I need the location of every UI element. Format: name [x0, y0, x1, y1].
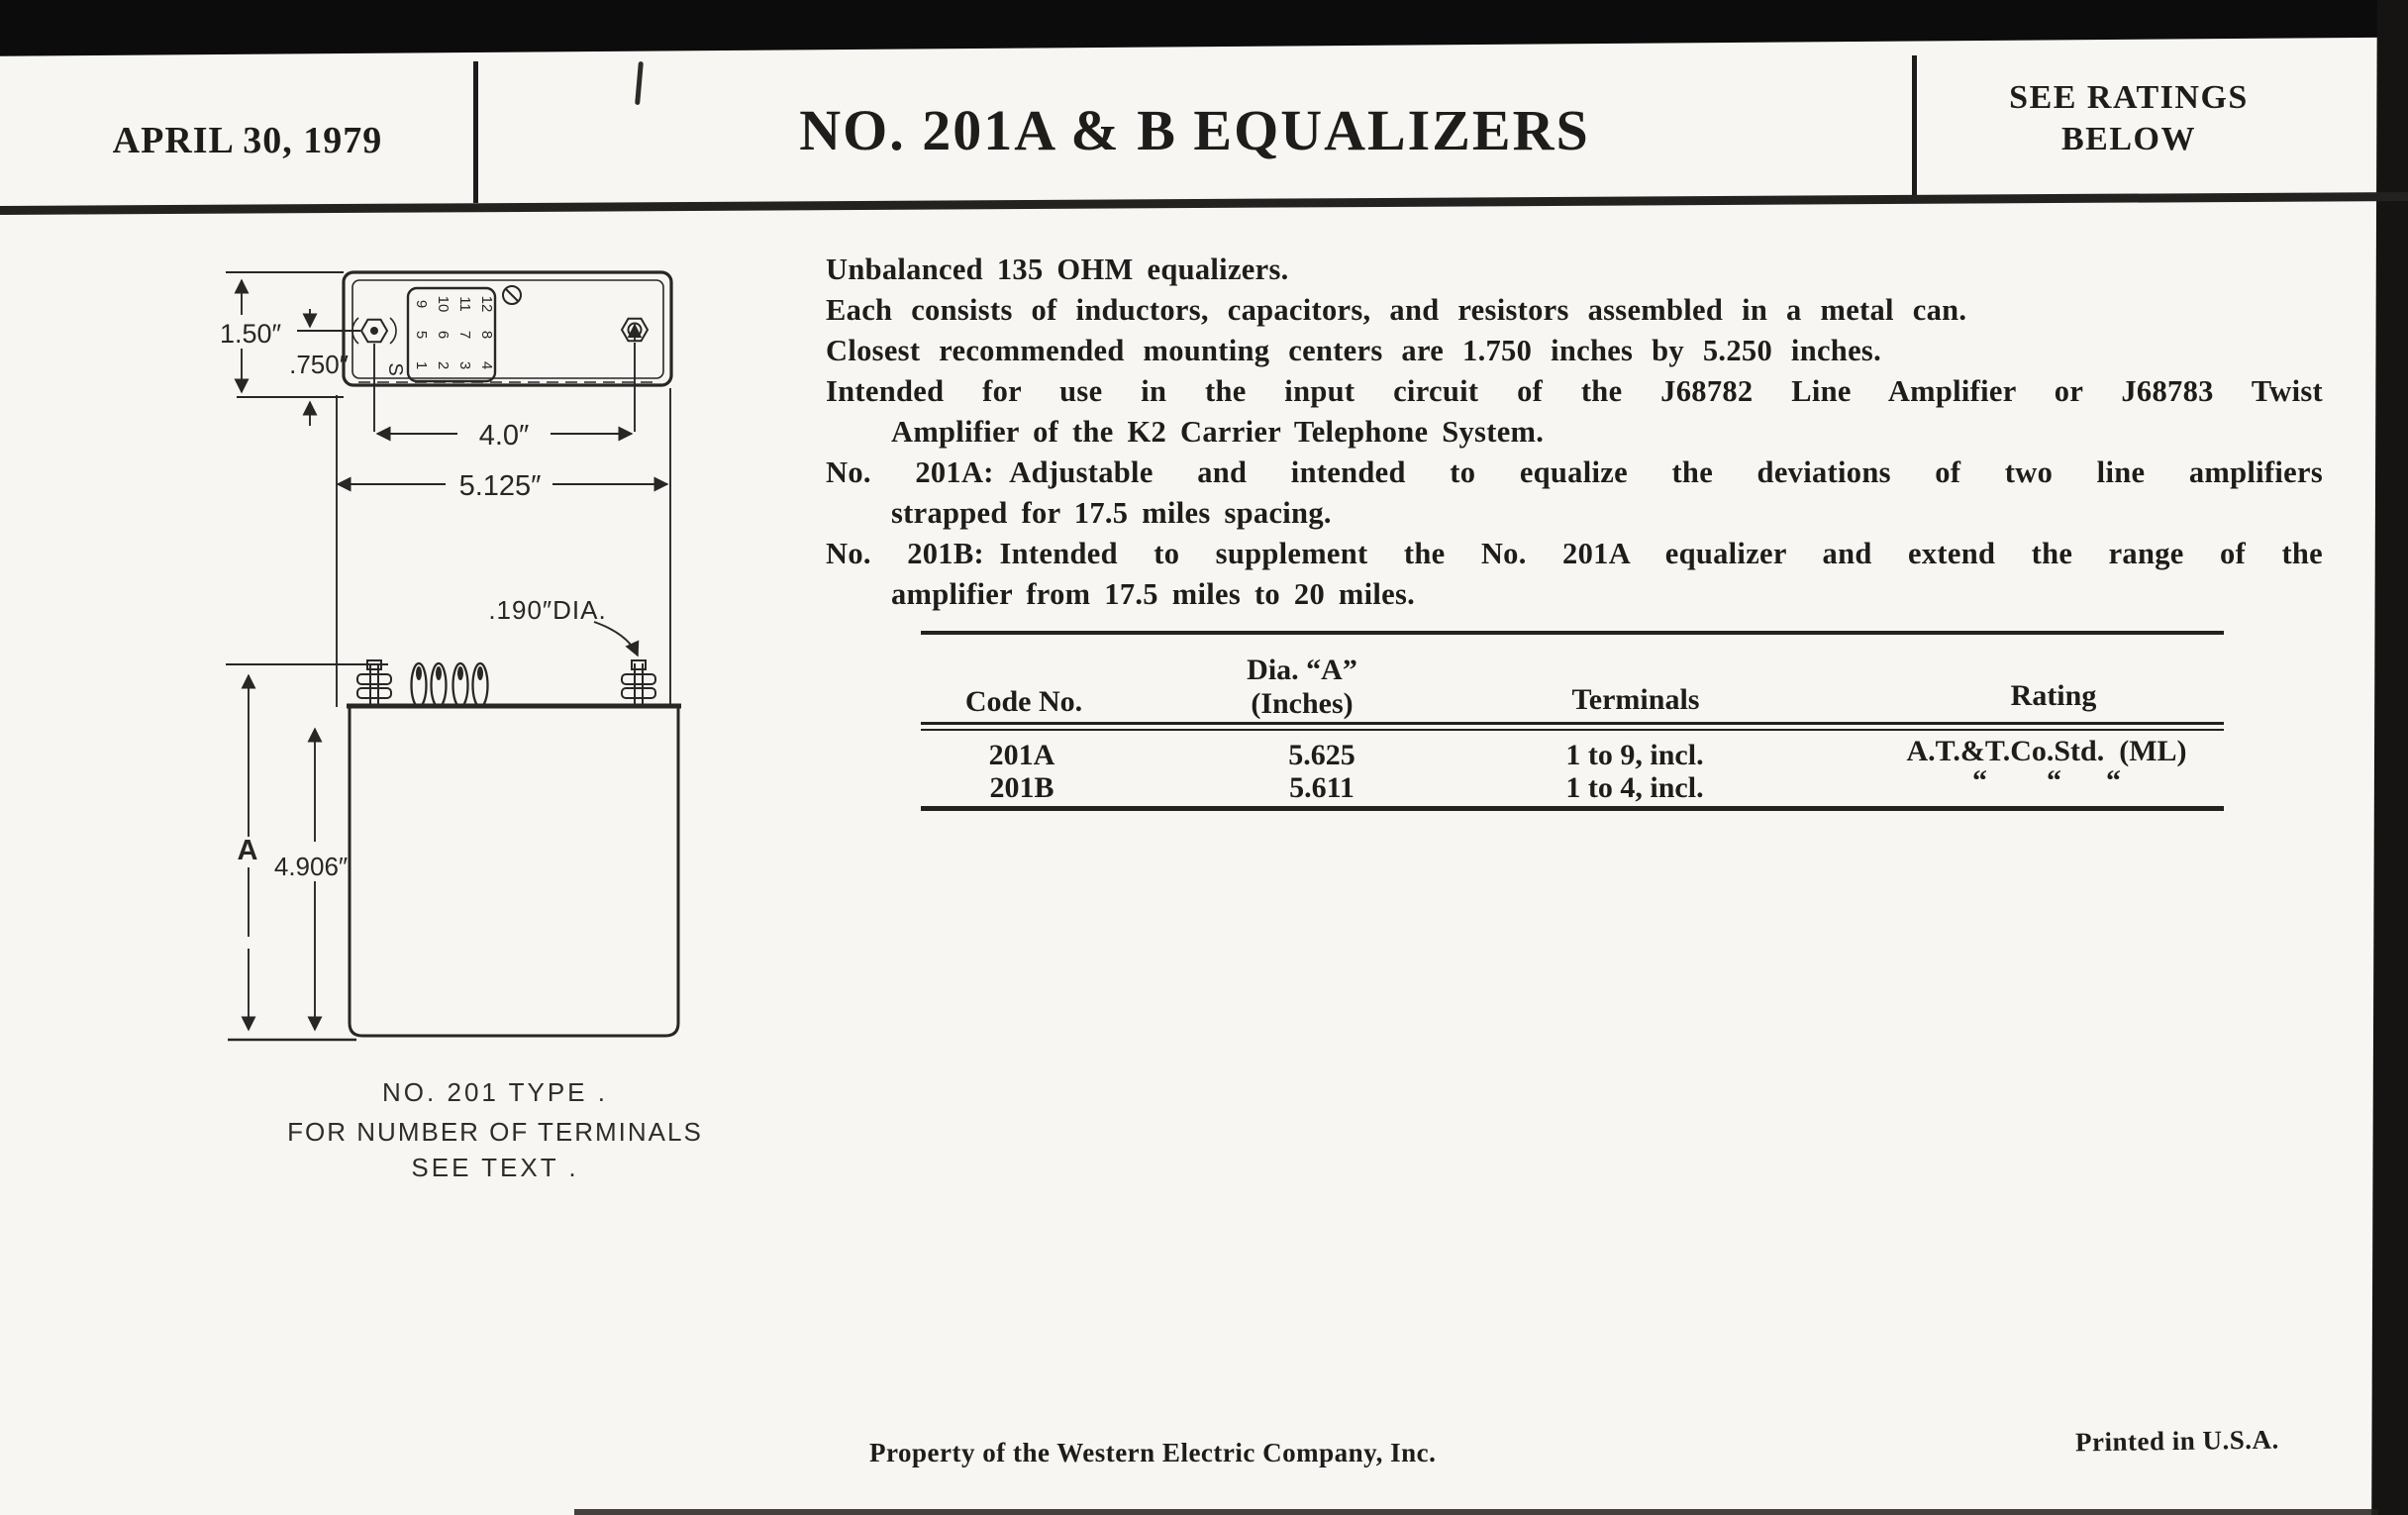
table-header-dia-line1: Dia. “A”: [1247, 654, 1357, 686]
dim-overall-height: 1.50″: [219, 319, 282, 349]
issue-date: APRIL 30, 1979: [112, 120, 383, 161]
body-line: Each consists of inductors, capacitors, and resistors assembled in a metal can.: [826, 293, 1967, 327]
terminal-numbers: [413, 296, 495, 370]
body-line: No. 201A: Adjustable and intended to equalize the deviations of two line amplifiers: [826, 455, 2323, 489]
dim-overall-width: 5.125″: [458, 470, 542, 502]
table-header-terminals: Terminals: [1571, 683, 1700, 716]
table-header-rating: Rating: [2010, 679, 2097, 712]
drawing-caption-line3: SEE TEXT .: [411, 1153, 579, 1182]
drawing-caption-line2: FOR NUMBER OF TERMINALS: [287, 1117, 703, 1147]
svg-text:4: 4: [478, 360, 495, 370]
table-header-dia-line2: (Inches): [1251, 687, 1354, 720]
table-row-rating-ditto: “ “ “: [1972, 764, 2121, 797]
property-notice: Property of the Western Electric Company, Inc.: [869, 1438, 1437, 1467]
svg-text:8: 8: [478, 330, 495, 340]
svg-text:7: 7: [456, 330, 473, 340]
dim-stud-diameter: .190″DIA.: [488, 595, 607, 625]
ratings-note-line2: BELOW: [2061, 121, 2196, 157]
body-line: strapped for 17.5 miles spacing.: [891, 496, 1332, 530]
body-line: Amplifier of the K2 Carrier Telephone System.: [891, 415, 1545, 449]
table-row-code: 201A: [988, 739, 1055, 771]
svg-text:5: 5: [413, 330, 430, 340]
dim-bolt-spacing: 4.0″: [478, 420, 530, 452]
side-view-can: [347, 660, 681, 1036]
dim-can-height: 4.906″: [273, 852, 349, 881]
svg-text:10: 10: [435, 295, 452, 313]
dim-a-label: A: [237, 835, 258, 866]
svg-text:2: 2: [435, 360, 452, 370]
table-row-terminals: 1 to 4, incl.: [1565, 771, 1704, 804]
body-line: Intended for use in the input circuit of the J68782 Line Amplifier or J68783 Twist: [826, 374, 2323, 408]
svg-text:3: 3: [456, 360, 473, 370]
page-title: NO. 201A & B EQUALIZERS: [799, 98, 1590, 162]
svg-text:11: 11: [456, 296, 473, 312]
body-line: No. 201B: Intended to supplement the No. 201A equalizer and extend the range of the: [826, 537, 2323, 570]
table-row-rating: A.T.&T.Co.Std. (ML): [1906, 735, 2187, 767]
table-row-code: 201B: [989, 771, 1054, 804]
table-header-code: Code No.: [964, 685, 1083, 718]
terminal-pins: [412, 663, 488, 707]
svg-text:6: 6: [435, 330, 452, 340]
printed-in-usa-note: Printed in U.S.A.: [2074, 1424, 2279, 1458]
terminal-grid-letter-s: S: [384, 362, 406, 376]
drawing-caption-line1: NO. 201 TYPE .: [382, 1077, 608, 1107]
mounting-bolt-right: [622, 319, 648, 342]
table-row-terminals: 1 to 9, incl.: [1565, 739, 1704, 771]
body-line: amplifier from 17.5 miles to 20 miles.: [891, 577, 1416, 611]
mounting-stud-right: [622, 660, 655, 705]
dim-bolt-offset: .750″: [289, 350, 349, 379]
body-line: Closest recommended mounting centers are 1.750 inches by 5.250 inches.: [826, 334, 1882, 367]
table-row-dia: 5.611: [1289, 771, 1354, 804]
svg-text:1: 1: [413, 360, 430, 370]
screw-head-icon: [503, 286, 521, 304]
svg-text:12: 12: [478, 295, 495, 313]
svg-text:9: 9: [413, 299, 430, 309]
body-line: Unbalanced 135 OHM equalizers.: [826, 252, 1289, 286]
mounting-stud-left: [357, 660, 391, 705]
ratings-note-line1: SEE RATINGS: [2009, 79, 2249, 116]
table-row-dia: 5.625: [1288, 739, 1355, 771]
